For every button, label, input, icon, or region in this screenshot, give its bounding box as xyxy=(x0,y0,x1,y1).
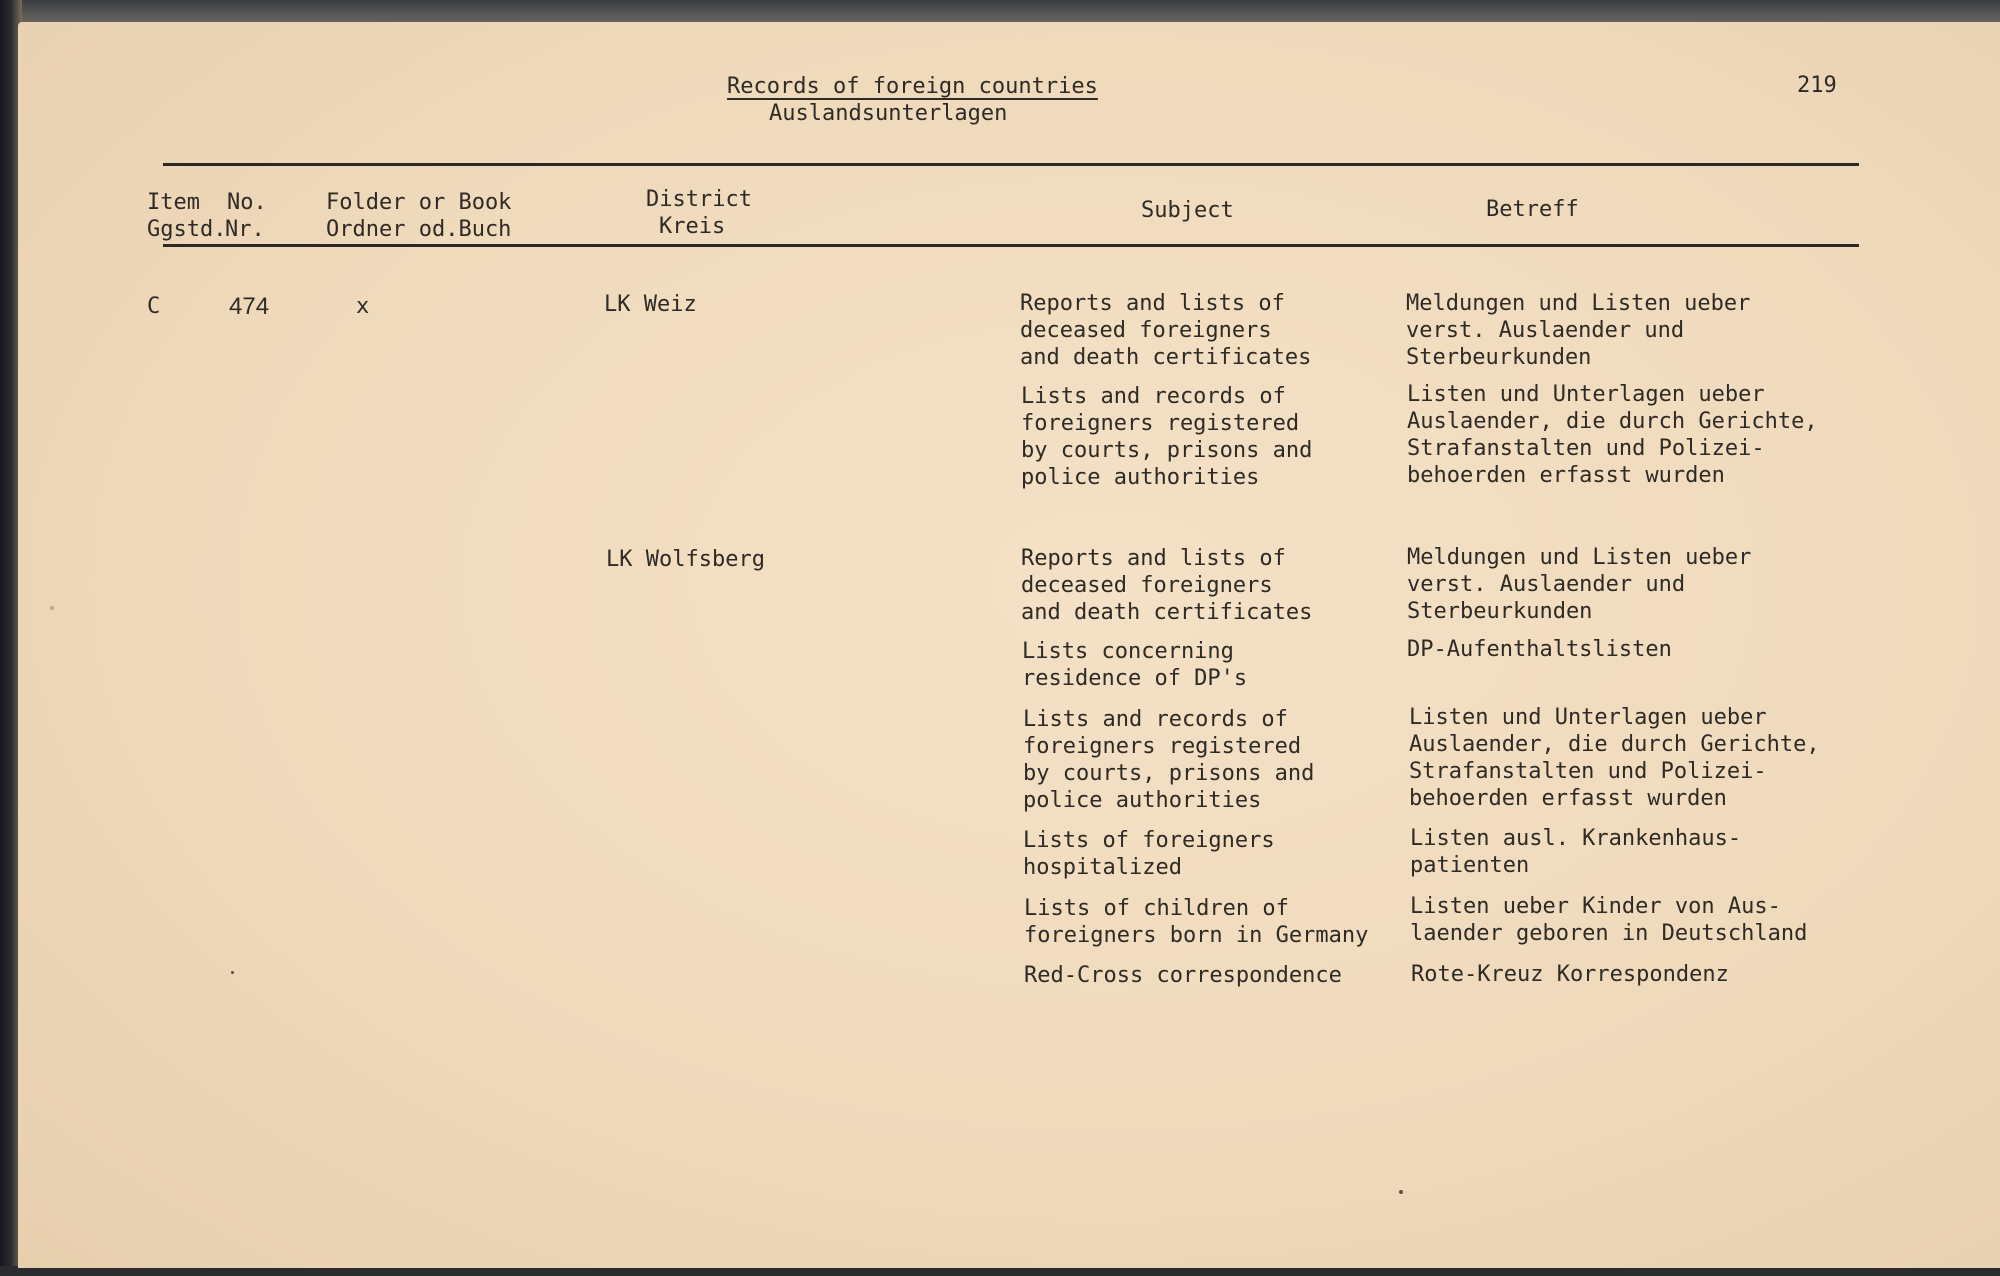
col-no-header: No. xyxy=(227,190,267,215)
district-lk-wolfsberg: LK Wolfsberg xyxy=(606,547,765,572)
paper-speck xyxy=(231,971,234,974)
document-page xyxy=(18,22,2000,1268)
betreff-wolfsberg-registered: Listen und Unterlagen ueber Auslaender, die durch Gerichte, Strafanstalten und Polizei- behoerden erfasst wurden xyxy=(1409,705,1820,811)
col-item-header: Item xyxy=(147,190,200,215)
page-number: 219 xyxy=(1797,73,1837,98)
col-no-header-de: Nr. xyxy=(225,217,265,242)
betreff-wolfsberg-children: Listen ueber Kinder von Aus- laender geboren in Deutschland xyxy=(1410,894,1808,946)
page-subtitle: Auslandsunterlagen xyxy=(769,101,1008,126)
col-folder-header-de: Ordner od.Buch xyxy=(326,217,512,242)
col-subject-header: Subject xyxy=(1141,198,1234,223)
header-top-rule xyxy=(163,163,1859,166)
betreff-wolfsberg-hospitalized: Listen ausl. Krankenhaus- patienten xyxy=(1410,826,1742,878)
betreff-wolfsberg-dp-residence: DP-Aufenthaltslisten xyxy=(1407,637,1672,662)
subject-weiz-registered: Lists and records of foreigners registered by courts, prisons and police authorities xyxy=(1021,384,1313,490)
subject-wolfsberg-dp-residence: Lists concerning residence of DP's xyxy=(1022,639,1248,691)
betreff-wolfsberg-red-cross: Rote-Kreuz Korrespondenz xyxy=(1411,962,1729,987)
subject-weiz-deceased: Reports and lists of deceased foreigners and death certificates xyxy=(1020,291,1312,370)
col-district-header-de: Kreis xyxy=(659,214,726,239)
col-betreff-header: Betreff xyxy=(1486,197,1579,222)
row-item-number: 474 xyxy=(229,293,270,320)
row-folder-mark: x xyxy=(356,294,370,319)
subject-wolfsberg-red-cross: Red-Cross correspondence xyxy=(1024,963,1342,988)
district-lk-weiz: LK Weiz xyxy=(604,292,697,317)
paper-speck xyxy=(1399,1190,1403,1194)
betreff-weiz-registered: Listen und Unterlagen ueber Auslaender, die durch Gerichte, Strafanstalten und Polizei- behoerden erfasst wurden xyxy=(1407,382,1818,488)
subject-wolfsberg-registered: Lists and records of foreigners registered by courts, prisons and police authorities xyxy=(1023,707,1315,813)
col-district-header: District xyxy=(646,187,752,212)
betreff-wolfsberg-deceased: Meldungen und Listen ueber verst. Auslaender und Sterbeurkunden xyxy=(1407,545,1752,624)
paper-speck xyxy=(50,606,54,610)
subject-wolfsberg-deceased: Reports and lists of deceased foreigners and death certificates xyxy=(1021,546,1313,625)
betreff-weiz-deceased: Meldungen und Listen ueber verst. Auslaender und Sterbeurkunden xyxy=(1406,291,1751,370)
subject-wolfsberg-hospitalized: Lists of foreigners hospitalized xyxy=(1023,828,1275,880)
header-bottom-rule xyxy=(163,244,1859,247)
col-folder-header: Folder or Book xyxy=(326,190,512,215)
row-item-code: C xyxy=(147,294,161,319)
page-title: Records of foreign countries xyxy=(727,74,1098,99)
col-item-header-de: Ggstd. xyxy=(147,217,227,242)
subject-wolfsberg-children: Lists of children of foreigners born in Germany xyxy=(1024,896,1369,948)
